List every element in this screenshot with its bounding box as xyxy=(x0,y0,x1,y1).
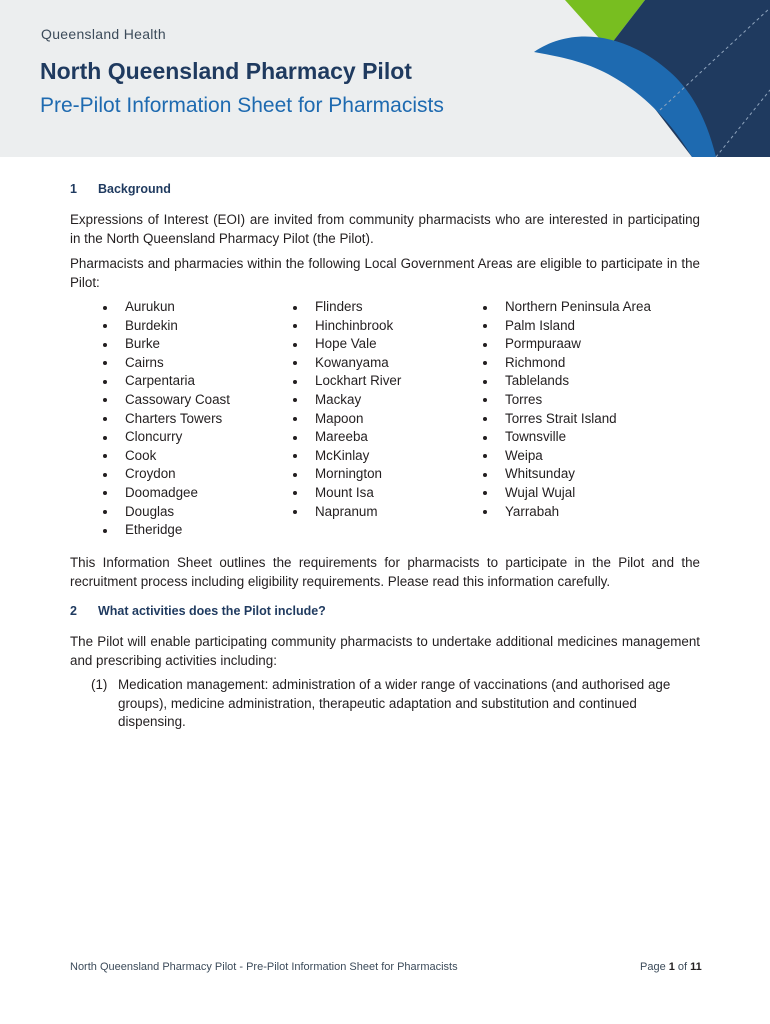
list-item: Kowanyama xyxy=(288,354,478,373)
list-item: Mapoon xyxy=(288,410,478,429)
list-item: Pormpuraaw xyxy=(478,335,708,354)
list-item: Yarrabah xyxy=(478,503,708,522)
list-item: Douglas xyxy=(98,503,288,522)
section-2-title: What activities does the Pilot include? xyxy=(98,604,326,618)
organisation-name: Queensland Health xyxy=(41,26,166,42)
list-item: Mackay xyxy=(288,391,478,410)
section-1-number: 1 xyxy=(70,182,77,196)
list-item: Hinchinbrook xyxy=(288,317,478,336)
list-item: Aurukun xyxy=(98,298,288,317)
list-item: Mornington xyxy=(288,465,478,484)
document-subtitle: Pre-Pilot Information Sheet for Pharmacists xyxy=(40,94,444,117)
footer-document-name: North Queensland Pharmacy Pilot - Pre-Pilot Information Sheet for Pharmacists xyxy=(70,961,458,973)
list-item: Lockhart River xyxy=(288,372,478,391)
list-item: Hope Vale xyxy=(288,335,478,354)
numbered-item-1 xyxy=(91,676,703,732)
list-item: Burke xyxy=(98,335,288,354)
list-item: Charters Towers xyxy=(98,410,288,429)
section-1-title: Background xyxy=(98,182,171,196)
list-item: Townsville xyxy=(478,428,708,447)
background-paragraph-1: Expressions of Interest (EOI) are invited from community pharmacists who are interested in participating in the North Queensland Pharmacy Pilot (the Pilot). xyxy=(70,212,700,246)
list-item: Burdekin xyxy=(98,317,288,336)
list-item: Flinders xyxy=(288,298,478,317)
numbered-item-marker: (1) xyxy=(91,677,108,692)
section-2-number: 2 xyxy=(70,604,77,618)
page-header xyxy=(0,0,770,157)
current-page: 1 xyxy=(668,961,675,973)
list-item: Richmond xyxy=(478,354,708,373)
list-item: McKinlay xyxy=(288,447,478,466)
list-item: Etheridge xyxy=(98,521,288,540)
lga-list-column-2 xyxy=(288,298,478,521)
background-paragraph-2: Pharmacists and pharmacies within the following Local Government Areas are eligible to participate in the Pilot: xyxy=(70,256,700,290)
list-item: Cloncurry xyxy=(98,428,288,447)
list-item: Northern Peninsula Area xyxy=(478,298,708,317)
total-pages: 11 xyxy=(690,961,702,973)
list-item: Cairns xyxy=(98,354,288,373)
list-item: Napranum xyxy=(288,503,478,522)
section-1-heading xyxy=(70,182,171,196)
list-item: Croydon xyxy=(98,465,288,484)
numbered-item-text: Medication management: administration of a wider range of vaccinations (and authorised age groups), medicine administration, therapeutic adaptation and substitution and continued dispensing. xyxy=(118,677,671,729)
list-item: Wujal Wujal xyxy=(478,484,708,503)
list-item: Torres xyxy=(478,391,708,410)
lga-list-column-1 xyxy=(98,298,288,540)
list-item: Torres Strait Island xyxy=(478,410,708,429)
list-item: Whitsunday xyxy=(478,465,708,484)
document-title: North Queensland Pharmacy Pilot xyxy=(40,58,412,84)
list-item: Mareeba xyxy=(288,428,478,447)
list-item: Tablelands xyxy=(478,372,708,391)
list-item: Palm Island xyxy=(478,317,708,336)
list-item: Cook xyxy=(98,447,288,466)
list-item: Doomadgee xyxy=(98,484,288,503)
footer-page-number: Page 1 of 11 xyxy=(640,961,702,973)
activities-paragraph: The Pilot will enable participating community pharmacists to undertake additional medicines management and prescribing activities including: xyxy=(70,634,700,668)
section-2-heading xyxy=(70,604,326,618)
list-item: Carpentaria xyxy=(98,372,288,391)
lga-list-column-3 xyxy=(478,298,708,521)
background-paragraph-3: This Information Sheet outlines the requirements for pharmacists to participate in the Pilot and the recruitment process including eligibility requirements. Please read this information carefully. xyxy=(70,555,700,589)
list-item: Mount Isa xyxy=(288,484,478,503)
list-item: Weipa xyxy=(478,447,708,466)
list-item: Cassowary Coast xyxy=(98,391,288,410)
header-brand-graphic xyxy=(520,0,770,157)
